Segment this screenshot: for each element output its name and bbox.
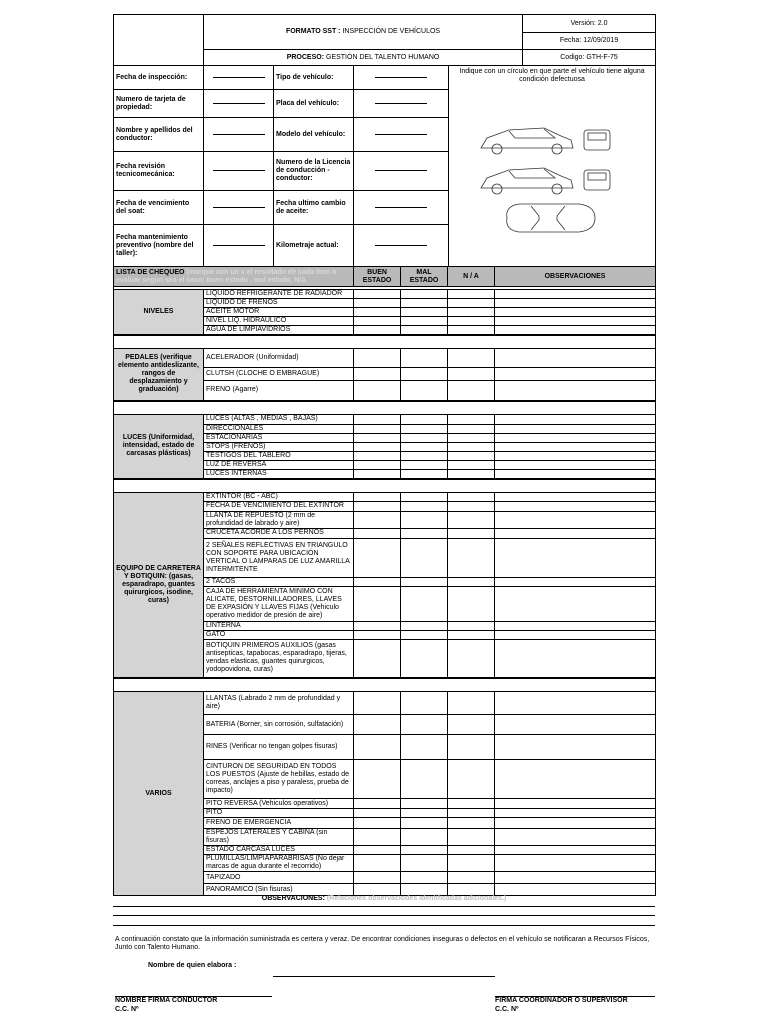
checklist-item-label: ESTACIONARIAS bbox=[204, 433, 354, 442]
good-cell[interactable] bbox=[354, 639, 401, 678]
observation-cell[interactable] bbox=[495, 501, 656, 511]
na-cell[interactable] bbox=[448, 735, 495, 760]
section-label-luces: LUCES (Uniformidad, intensidad, estado de carcasas plásticas) bbox=[114, 414, 204, 479]
good-cell[interactable] bbox=[354, 349, 401, 368]
observation-cell[interactable] bbox=[495, 460, 656, 469]
observation-cell[interactable] bbox=[495, 855, 656, 872]
observation-cell[interactable] bbox=[495, 630, 656, 639]
good-cell[interactable] bbox=[354, 326, 401, 336]
observation-cell[interactable] bbox=[495, 760, 656, 799]
observation-cell[interactable] bbox=[495, 414, 656, 424]
good-cell[interactable] bbox=[354, 715, 401, 735]
checklist-item-label: NIVEL LIQ. HIDRAULICO bbox=[204, 317, 354, 326]
observation-cell[interactable] bbox=[495, 846, 656, 855]
na-cell[interactable] bbox=[448, 809, 495, 818]
na-cell[interactable] bbox=[448, 872, 495, 884]
info-blank-field[interactable] bbox=[204, 191, 274, 225]
info-label: Modelo del vehículo: bbox=[274, 118, 354, 152]
checklist-item-label: AGUA DE LIMPIAVIDRIOS bbox=[204, 326, 354, 336]
good-cell[interactable] bbox=[354, 469, 401, 479]
na-cell[interactable] bbox=[448, 492, 495, 501]
info-label: Nombre y apellidos del conductor: bbox=[114, 118, 204, 152]
observation-cell[interactable] bbox=[495, 715, 656, 735]
col-bad: MAL ESTADO bbox=[401, 267, 448, 287]
section-label-varios: VARIOS bbox=[114, 692, 204, 896]
checklist-item-label: CAJA DE HERRAMIENTA MINIMO CON ALICATE, DESTORNILLADORES, LLAVES DE EXPASIÓN Y LLAVES FIJAS (Vehiculo operativo medidor de presión de aire) bbox=[204, 586, 354, 621]
checklist-row bbox=[114, 414, 656, 424]
good-cell[interactable] bbox=[354, 290, 401, 299]
info-label: Fecha de inspección: bbox=[114, 66, 204, 90]
na-cell[interactable] bbox=[448, 308, 495, 317]
code-cell: Codigo: GTH-F-75 bbox=[523, 50, 656, 66]
info-blank-field[interactable] bbox=[354, 90, 449, 118]
na-cell[interactable] bbox=[448, 715, 495, 735]
observation-cell[interactable] bbox=[495, 451, 656, 460]
checklist-row bbox=[114, 290, 656, 299]
checklist-item-label: LUZ DE REVERSA bbox=[204, 460, 354, 469]
observation-cell[interactable] bbox=[495, 492, 656, 501]
col-observations: OBSERVACIONES bbox=[495, 267, 656, 287]
na-cell[interactable] bbox=[448, 349, 495, 368]
na-cell[interactable] bbox=[448, 818, 495, 829]
na-cell[interactable] bbox=[448, 760, 495, 799]
bad-cell[interactable] bbox=[401, 290, 448, 299]
observation-cell[interactable] bbox=[495, 424, 656, 433]
bad-cell[interactable] bbox=[401, 299, 448, 308]
observation-line[interactable] bbox=[113, 925, 655, 926]
na-cell[interactable] bbox=[448, 381, 495, 401]
na-cell[interactable] bbox=[448, 290, 495, 299]
info-blank-field[interactable] bbox=[204, 225, 274, 267]
checklist-item-label: GATO bbox=[204, 630, 354, 639]
observation-cell[interactable] bbox=[495, 528, 656, 538]
observation-cell[interactable] bbox=[495, 433, 656, 442]
info-label: Tipo de vehículo: bbox=[274, 66, 354, 90]
section-label-equipo: EQUIPO DE CARRETERA Y BOTIQUIN: (gasas, esparadrapo, guantes quirurgicos, isodine, curas) bbox=[114, 492, 204, 678]
bad-cell[interactable] bbox=[401, 368, 448, 381]
observation-cell[interactable] bbox=[495, 290, 656, 299]
vehicle-info-table bbox=[113, 65, 656, 267]
checklist-item-label: LIQUIDO REFRIGERANTE DE RADIADOR bbox=[204, 290, 354, 299]
info-blank-field[interactable] bbox=[204, 90, 274, 118]
form-header-table bbox=[113, 14, 656, 66]
good-cell[interactable] bbox=[354, 381, 401, 401]
observation-cell[interactable] bbox=[495, 799, 656, 809]
section-label-pedales: PEDALES (verifique elemento antideslizante, rangos de desplazamiento y graduación) bbox=[114, 349, 204, 401]
checklist-item-label: CRUCETA ACORDE A LOS PERNOS bbox=[204, 528, 354, 538]
bad-cell[interactable] bbox=[401, 317, 448, 326]
checklist-item-label: BOTIQUIN PRIMEROS AUXILIOS (gasas antisepticas, tapabocas, esparadrapo, tijeras, vendas elasticas, guantes quirurgicos, yodopovidona, curas) bbox=[204, 639, 354, 678]
na-cell[interactable] bbox=[448, 469, 495, 479]
good-cell[interactable] bbox=[354, 692, 401, 715]
observation-cell[interactable] bbox=[495, 692, 656, 715]
good-cell[interactable] bbox=[354, 528, 401, 538]
info-label: Fecha ultimo cambio de aceite: bbox=[274, 191, 354, 225]
section-spacer bbox=[114, 678, 656, 692]
na-cell[interactable] bbox=[448, 433, 495, 442]
na-cell[interactable] bbox=[448, 692, 495, 715]
checklist-item-label: LINTERNA bbox=[204, 621, 354, 630]
good-cell[interactable] bbox=[354, 884, 401, 896]
bad-cell[interactable] bbox=[401, 381, 448, 401]
bad-cell[interactable] bbox=[401, 538, 448, 577]
bad-cell[interactable] bbox=[401, 492, 448, 501]
bad-cell[interactable] bbox=[401, 872, 448, 884]
na-cell[interactable] bbox=[448, 621, 495, 630]
checklist-item-label: 2 SEÑALES REFLECTIVAS EN TRIANGULO CON SOPORTE PARA UBICACIÓN VERTICAL O LAMPARAS DE LUZ AMARILLA INTERMITENTE bbox=[204, 538, 354, 577]
good-cell[interactable] bbox=[354, 586, 401, 621]
statement-text: A continuación constato que la información suministrada es certera y veraz. De encontrar condiciones inseguras o defectos en el vehículo se notificaran a Recursos Físicos, Junto con Talento Humano. bbox=[115, 936, 650, 951]
bad-cell[interactable] bbox=[401, 349, 448, 368]
checklist-row bbox=[114, 692, 656, 715]
bad-cell[interactable] bbox=[401, 884, 448, 896]
checklist-item-label: LIQUIDO DE FRENOS bbox=[204, 299, 354, 308]
good-cell[interactable] bbox=[354, 433, 401, 442]
col-good: BUEN ESTADO bbox=[354, 267, 401, 287]
observation-cell[interactable] bbox=[495, 884, 656, 896]
section-spacer bbox=[114, 479, 656, 493]
na-cell[interactable] bbox=[448, 528, 495, 538]
observation-cell[interactable] bbox=[495, 735, 656, 760]
checklist-item-label: ACELERADOR (Uniformidad) bbox=[204, 349, 354, 368]
checklist-item-label: ACEITE MOTOR bbox=[204, 308, 354, 317]
info-label: Fecha mantenimiento preventivo (nombre del taller): bbox=[114, 225, 204, 267]
checklist-item-label: PANORAMICO (Sin fisuras) bbox=[204, 884, 354, 896]
na-cell[interactable] bbox=[448, 639, 495, 678]
bad-cell[interactable] bbox=[401, 818, 448, 829]
good-cell[interactable] bbox=[354, 299, 401, 308]
good-cell[interactable] bbox=[354, 735, 401, 760]
observation-cell[interactable] bbox=[495, 818, 656, 829]
na-cell[interactable] bbox=[448, 317, 495, 326]
checklist-item-label: DIRECCIONALES bbox=[204, 424, 354, 433]
checklist-item-label: LLANTA DE REPUESTO (2 mm de profundidad de labrado y aire) bbox=[204, 511, 354, 528]
bad-cell[interactable] bbox=[401, 501, 448, 511]
na-cell[interactable] bbox=[448, 424, 495, 433]
observation-cell[interactable] bbox=[495, 872, 656, 884]
good-cell[interactable] bbox=[354, 577, 401, 586]
bad-cell[interactable] bbox=[401, 829, 448, 846]
bad-cell[interactable] bbox=[401, 799, 448, 809]
bad-cell[interactable] bbox=[401, 424, 448, 433]
info-blank-field[interactable] bbox=[354, 118, 449, 152]
observation-cell[interactable] bbox=[495, 308, 656, 317]
na-cell[interactable] bbox=[448, 501, 495, 511]
na-cell[interactable] bbox=[448, 630, 495, 639]
bad-cell[interactable] bbox=[401, 460, 448, 469]
info-label: Placa del vehículo: bbox=[274, 90, 354, 118]
bad-cell[interactable] bbox=[401, 639, 448, 678]
checklist-item-label: EXTINTOR (BC - ABC) bbox=[204, 492, 354, 501]
na-cell[interactable] bbox=[448, 855, 495, 872]
good-cell[interactable] bbox=[354, 442, 401, 451]
observation-cell[interactable] bbox=[495, 381, 656, 401]
checklist-item-label: TESTIGOS DEL TABLERO bbox=[204, 451, 354, 460]
col-na: N / A bbox=[448, 267, 495, 287]
bad-cell[interactable] bbox=[401, 414, 448, 424]
good-cell[interactable] bbox=[354, 799, 401, 809]
coordinator-id-label: C.C. Nº bbox=[495, 1006, 519, 1013]
good-cell[interactable] bbox=[354, 809, 401, 818]
observation-cell[interactable] bbox=[495, 317, 656, 326]
observation-cell[interactable] bbox=[495, 442, 656, 451]
good-cell[interactable] bbox=[354, 460, 401, 469]
good-cell[interactable] bbox=[354, 630, 401, 639]
checklist-item-label: LUCES INTERNAS bbox=[204, 469, 354, 479]
observation-cell[interactable] bbox=[495, 809, 656, 818]
good-cell[interactable] bbox=[354, 317, 401, 326]
bad-cell[interactable] bbox=[401, 469, 448, 479]
na-cell[interactable] bbox=[448, 451, 495, 460]
info-blank-field[interactable] bbox=[354, 66, 449, 90]
bad-cell[interactable] bbox=[401, 692, 448, 715]
good-cell[interactable] bbox=[354, 424, 401, 433]
info-blank-field[interactable] bbox=[204, 152, 274, 191]
good-cell[interactable] bbox=[354, 308, 401, 317]
na-cell[interactable] bbox=[448, 414, 495, 424]
checklist-item-label: ESPEJOS LATERALES Y CABINA (sin fisuras) bbox=[204, 829, 354, 846]
info-blank-field[interactable] bbox=[204, 118, 274, 152]
observation-cell[interactable] bbox=[495, 349, 656, 368]
vehicle-diagram-icon[interactable] bbox=[449, 100, 654, 250]
checklist-item-label: LLANTAS (Labrado 2 mm de profundidad y aire) bbox=[204, 692, 354, 715]
checklist-item-label: FECHA DE VENCIMIENTO DEL EXTINTOR bbox=[204, 501, 354, 511]
na-cell[interactable] bbox=[448, 299, 495, 308]
checklist-item-label: TAPIZADO bbox=[204, 872, 354, 884]
good-cell[interactable] bbox=[354, 501, 401, 511]
checklist-item-label: LUCES (ALTAS , MEDIAS , BAJAS) bbox=[204, 414, 354, 424]
good-cell[interactable] bbox=[354, 846, 401, 855]
checklist-item-label: PLUMILLAS/LIMPIAPARABRISAS (No dejar marcas de agua durante el recorrido) bbox=[204, 855, 354, 872]
checklist-table bbox=[113, 266, 656, 896]
good-cell[interactable] bbox=[354, 511, 401, 528]
inspection-form bbox=[113, 14, 655, 896]
checklist-item-label: PITO bbox=[204, 809, 354, 818]
na-cell[interactable] bbox=[448, 442, 495, 451]
observation-cell[interactable] bbox=[495, 577, 656, 586]
bad-cell[interactable] bbox=[401, 855, 448, 872]
checklist-item-label: BATERIA (Borner, sin corrosión, sulfatación) bbox=[204, 715, 354, 735]
info-blank-field[interactable] bbox=[354, 225, 449, 267]
version-cell: Versión: 2.0 bbox=[523, 15, 656, 33]
section-spacer bbox=[114, 401, 656, 415]
checklist-item-label: FRENO (Agarre) bbox=[204, 381, 354, 401]
observation-cell[interactable] bbox=[495, 621, 656, 630]
info-label: Fecha revisión tecnicomecánica: bbox=[114, 152, 204, 191]
bad-cell[interactable] bbox=[401, 630, 448, 639]
prepared-by-label: Nombre de quien elabora : bbox=[148, 962, 237, 969]
bad-cell[interactable] bbox=[401, 308, 448, 317]
good-cell[interactable] bbox=[354, 492, 401, 501]
bad-cell[interactable] bbox=[401, 511, 448, 528]
observation-cell[interactable] bbox=[495, 829, 656, 846]
observation-cell[interactable] bbox=[495, 299, 656, 308]
info-label: Numero de la Licencia de conducción - conductor: bbox=[274, 152, 354, 191]
na-cell[interactable] bbox=[448, 511, 495, 528]
checklist-item-label: FRENO DE EMERGENCIA bbox=[204, 818, 354, 829]
checklist-item-label: CLUTSH (CLOCHE O EMBRAGUE) bbox=[204, 368, 354, 381]
observation-cell[interactable] bbox=[495, 469, 656, 479]
bad-cell[interactable] bbox=[401, 735, 448, 760]
process-title: PROCESO: GESTIÓN DEL TALENTO HUMANO bbox=[204, 50, 523, 66]
bad-cell[interactable] bbox=[401, 433, 448, 442]
good-cell[interactable] bbox=[354, 621, 401, 630]
bad-cell[interactable] bbox=[401, 451, 448, 460]
section-label-niveles: NIVELES bbox=[114, 290, 204, 336]
observation-cell[interactable] bbox=[495, 538, 656, 577]
bad-cell[interactable] bbox=[401, 326, 448, 336]
driver-id-label: C.C. Nº bbox=[115, 1006, 139, 1013]
bad-cell[interactable] bbox=[401, 586, 448, 621]
na-cell[interactable] bbox=[448, 577, 495, 586]
checklist-row bbox=[114, 492, 656, 501]
vehicle-note: Indique con un círculo en que parte el vehículo tiene alguna condición defectuosa bbox=[459, 68, 645, 83]
date-cell: Fecha: 12/09/2019 bbox=[523, 33, 656, 50]
bad-cell[interactable] bbox=[401, 760, 448, 799]
logo-area bbox=[114, 15, 204, 66]
na-cell[interactable] bbox=[448, 368, 495, 381]
bad-cell[interactable] bbox=[401, 577, 448, 586]
na-cell[interactable] bbox=[448, 829, 495, 846]
bad-cell[interactable] bbox=[401, 528, 448, 538]
info-blank-field[interactable] bbox=[354, 152, 449, 191]
na-cell[interactable] bbox=[448, 538, 495, 577]
bad-cell[interactable] bbox=[401, 621, 448, 630]
bad-cell[interactable] bbox=[401, 442, 448, 451]
good-cell[interactable] bbox=[354, 872, 401, 884]
good-cell[interactable] bbox=[354, 760, 401, 799]
vehicle-diagram-cell bbox=[449, 66, 656, 267]
good-cell[interactable] bbox=[354, 818, 401, 829]
good-cell[interactable] bbox=[354, 538, 401, 577]
na-cell[interactable] bbox=[448, 586, 495, 621]
prepared-by-line[interactable] bbox=[273, 976, 495, 977]
checklist-item-label: 2 TACOS bbox=[204, 577, 354, 586]
observation-cell[interactable] bbox=[495, 639, 656, 678]
info-blank-field[interactable] bbox=[204, 66, 274, 90]
bad-cell[interactable] bbox=[401, 809, 448, 818]
format-title: FORMATO SST : INSPECCIÓN DE VEHÍCULOS bbox=[204, 15, 523, 50]
good-cell[interactable] bbox=[354, 368, 401, 381]
checklist-item-label: CINTURON DE SEGURIDAD EN TODOS LOS PUESTOS (Ajuste de hebillas, estado de correas, anclajes a piso y paraless, prueba de impacto) bbox=[204, 760, 354, 799]
na-cell[interactable] bbox=[448, 326, 495, 336]
checklist-item-label: ESTADO CARCASA LUCES bbox=[204, 846, 354, 855]
driver-sign-label: NOMBRE FIRMA CONDUCTOR bbox=[115, 997, 218, 1004]
na-cell[interactable] bbox=[448, 799, 495, 809]
bad-cell[interactable] bbox=[401, 846, 448, 855]
info-label: Numero de tarjeta de propiedad: bbox=[114, 90, 204, 118]
observations-heading: OBSERVACIONES: (Relaciones observaciodes identificadas adicionales.) bbox=[261, 895, 507, 902]
observation-line[interactable] bbox=[113, 915, 655, 916]
info-label: Fecha de vencimiento del soat: bbox=[114, 191, 204, 225]
na-cell[interactable] bbox=[448, 846, 495, 855]
checklist-row bbox=[114, 349, 656, 368]
good-cell[interactable] bbox=[354, 451, 401, 460]
checklist-title: LISTA DE CHEQUEO (marque con un x el resultado de cada ítem a evaluar según sea el caso: buen estado , mal estado, N/A bbox=[114, 267, 354, 287]
section-spacer bbox=[114, 335, 656, 349]
good-cell[interactable] bbox=[354, 855, 401, 872]
checklist-item-label: STOPS (FRENOS) bbox=[204, 442, 354, 451]
good-cell[interactable] bbox=[354, 829, 401, 846]
observation-cell[interactable] bbox=[495, 586, 656, 621]
observation-cell[interactable] bbox=[495, 368, 656, 381]
observation-cell[interactable] bbox=[495, 326, 656, 336]
bad-cell[interactable] bbox=[401, 715, 448, 735]
na-cell[interactable] bbox=[448, 884, 495, 896]
na-cell[interactable] bbox=[448, 460, 495, 469]
coordinator-sign-label: FIRMA COORDINADOR O SUPERVISOR bbox=[495, 997, 628, 1004]
checklist-item-label: RINES (Verificar no tengan golpes fisuras) bbox=[204, 735, 354, 760]
good-cell[interactable] bbox=[354, 414, 401, 424]
info-label: Kilometraje actual: bbox=[274, 225, 354, 267]
info-blank-field[interactable] bbox=[354, 191, 449, 225]
checklist-item-label: PITO REVERSA (Vehiculos operativos) bbox=[204, 799, 354, 809]
observation-line[interactable] bbox=[113, 906, 655, 907]
observation-cell[interactable] bbox=[495, 511, 656, 528]
